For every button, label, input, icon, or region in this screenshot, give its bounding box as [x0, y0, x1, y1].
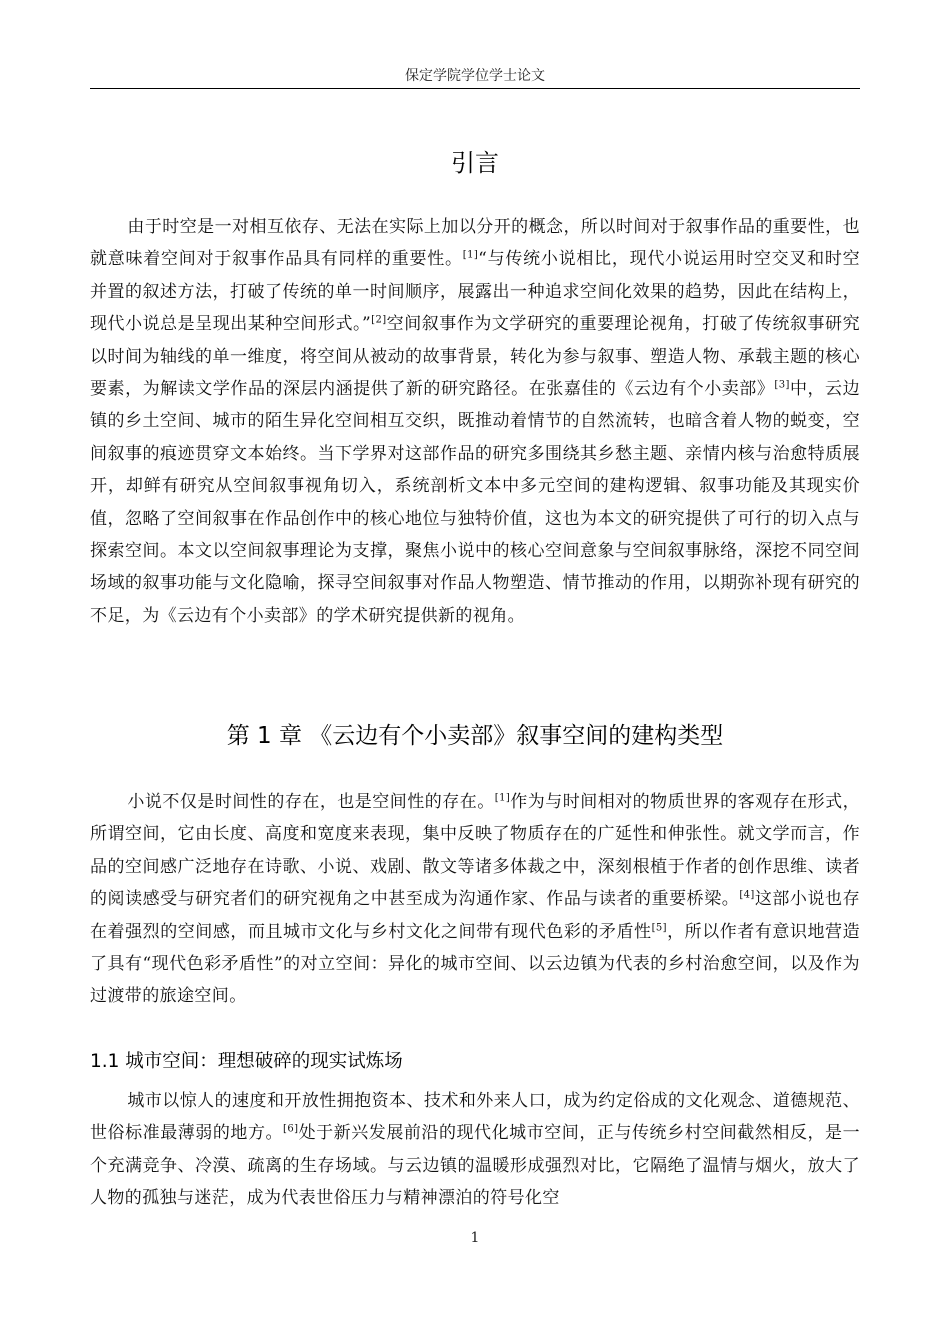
chapter-paragraph [90, 786, 860, 1013]
citation-ref: [6] [283, 1123, 299, 1135]
text-segment: 空间叙事作为文学研究的重要理论视角，打破了传统叙事研究以时间为轴线的单一维度，将空间从被动的故事背景，转化为参与叙事、塑造人物、承载主题的核心要素，为解读文学作品的深层内涵提供了新的研究路径。在张嘉佳的《云边有个小卖部》 [90, 314, 860, 400]
text-segment: “与传统小说相比，现代小说运用时空交叉和时空并置的叙述方法，打破了传统的单一时间顺序，展露出一种追求空间化效果的趋势，因此在结构上，现代小说总是呈现出某种空间形式。” [90, 249, 860, 335]
text-segment: 作为与时间相对的物质世界的客观存在形式，所谓空间，它由长度、高度和宽度来表现，集中反映了物质存在的广延性和伸张性。就文学而言，作品的空间感广泛地存在诗歌、小说、戏剧、散文等诸多体裁之中，深刻根植于作者的创作思维、读者的阅读感受与研究者们的研究视角之中甚至成为沟通作家、作品与读者的重要桥梁。 [90, 792, 861, 910]
page-number: 1 [470, 1230, 480, 1246]
text-segment: 小说不仅是时间性的存在，也是空间性的存在。 [127, 792, 495, 812]
page-header: 保定学院学位学士论文 [90, 66, 860, 89]
intro-paragraph [90, 211, 860, 632]
text-segment: ，所以作者有意识地营造了具有“现代色彩矛盾性”的对立空间：异化的城市空间、以云边镇为代表的乡村治愈空间，以及作为过渡带的旅途空间。 [90, 921, 860, 1007]
text-segment: 城市以惊人的速度和开放性拥抱资本、技术和外来人口，成为约定俗成的文化观念、道德规范、世俗标准最薄弱的地方。 [90, 1091, 860, 1144]
section-paragraph [90, 1085, 860, 1215]
text-segment: 这部小说也存在着强烈的空间感，而且城市文化与乡村文化之间带有现代色彩的矛盾性 [90, 889, 860, 942]
citation-ref: [5] [651, 921, 667, 933]
citation-ref: [2] [371, 314, 387, 326]
text-segment: 处于新兴发展前沿的现代化城市空间，正与传统乡村空间截然相反，是一个充满竞争、冷漠、疏离的生存场域。与云边镇的温暖形成强烈对比，它隔绝了温情与烟火，放大了人物的孤独与迷茫，成为代表世俗压力与精神漂泊的符号化空 [90, 1123, 860, 1209]
section-title: 1.1 城市空间：理想破碎的现实试炼场 [90, 1051, 403, 1072]
citation-ref: [4] [739, 889, 755, 901]
chapter-title: 第 1 章 《云边有个小卖部》叙事空间的建构类型 [226, 723, 724, 749]
citation-ref: [1] [462, 249, 479, 261]
citation-ref: [3] [774, 379, 790, 391]
citation-ref: [1] [494, 792, 511, 804]
text-segment: 中，云边镇的乡土空间、城市的陌生异化空间相互交织，既推动着情节的自然流转，也暗含着人物的蜕变，空间叙事的痕迹贯穿文本始终。当下学界对这部作品的研究多围绕其乡愁主题、亲情内核与治愈特质展开，却鲜有研究从空间叙事视角切入，系统剖析文本中多元空间的建构逻辑、叙事功能及其现实价值，忽略了空间叙事在作品创作中的核心地位与独特价值，这也为本文的研究提供了可行的切入点与探索空间。本文以空间叙事理论为支撑，聚焦小说中的核心空间意象与空间叙事脉络，深挖不同空间场域的叙事功能与文化隐喻，探寻空间叙事对作品人物塑造、情节推动的作用，以期弥补现有研究的不足，为《云边有个小卖部》的学术研究提供新的视角。 [90, 379, 860, 626]
intro-title: 引言 [451, 149, 499, 177]
text-segment: 由于时空是一对相互依存、无法在实际上加以分开的概念，所以时间对于叙事作品的重要性，也就意味着空间对于叙事作品具有同样的重要性。 [90, 217, 860, 270]
